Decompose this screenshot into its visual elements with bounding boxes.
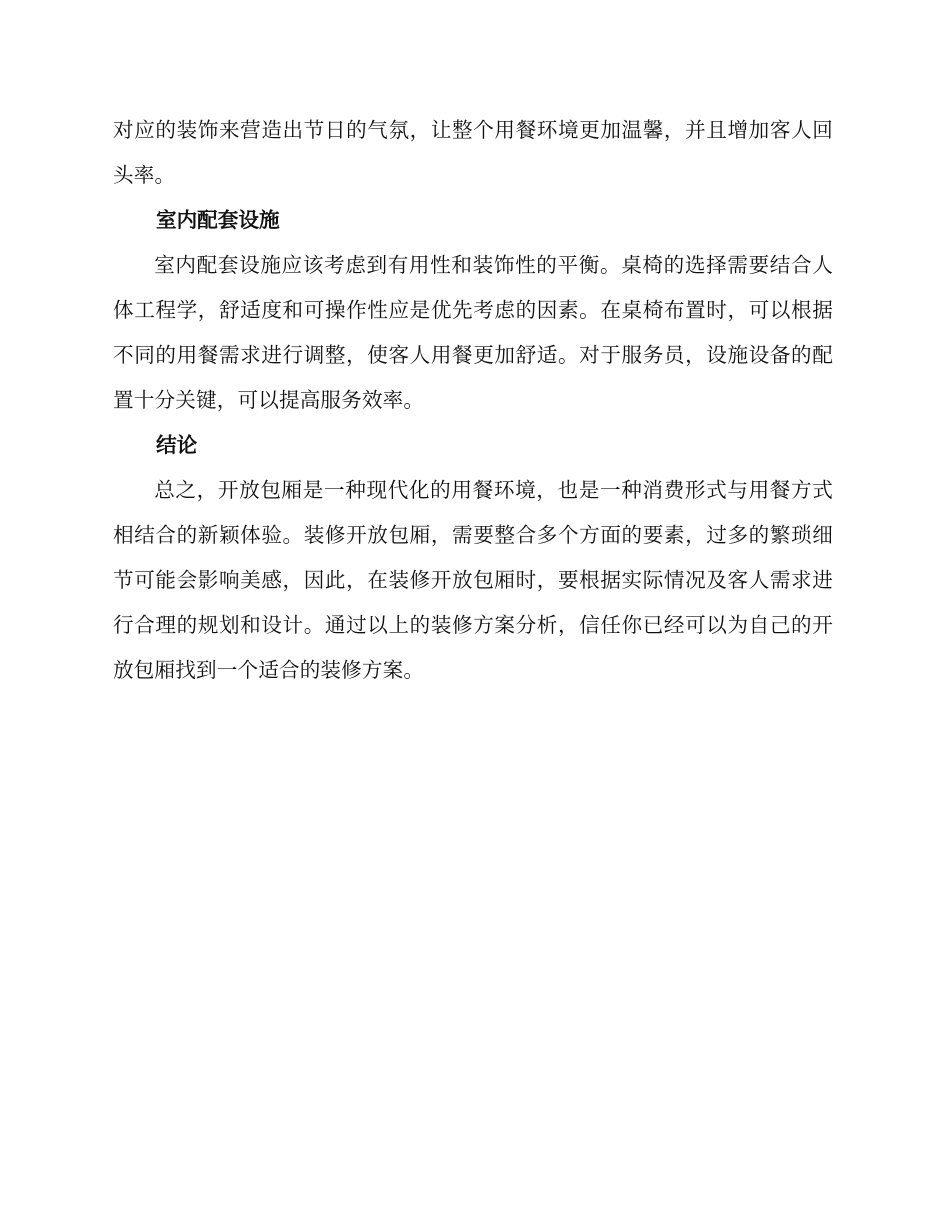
section-heading-conclusion: 结论 bbox=[156, 433, 198, 457]
conclusion-paragraph: 总之，开放包厢是一种现代化的用餐环境，也是一种消费形式与用餐方式相结合的新颖体验。装修开放包厢，需要整合多个方面的要素，过多的繁琐细节可能会影响美感，因此，在装修开放包厢时，要根据实际情况及客人需求进行合理的规划和设计。通过以上的装修方案分析，信任你已经可以为自己的开放包厢找到一个适合的装修方案。 bbox=[113, 478, 833, 682]
document-body bbox=[113, 108, 833, 693]
section-heading-facilities: 室内配套设施 bbox=[156, 208, 280, 232]
facilities-paragraph: 室内配套设施应该考虑到有用性和装饰性的平衡。桌椅的选择需要结合人体工程学，舒适度和可操作性应是优先考虑的因素。在桌椅布置时，可以根据不同的用餐需求进行调整，使客人用餐更加舒适。对于服务员，设施设备的配置十分关键，可以提高服务效率。 bbox=[113, 253, 833, 412]
continued-paragraph: 对应的装饰来营造出节日的气氛，让整个用餐环境更加温馨，并且增加客人回头率。 bbox=[113, 118, 833, 187]
